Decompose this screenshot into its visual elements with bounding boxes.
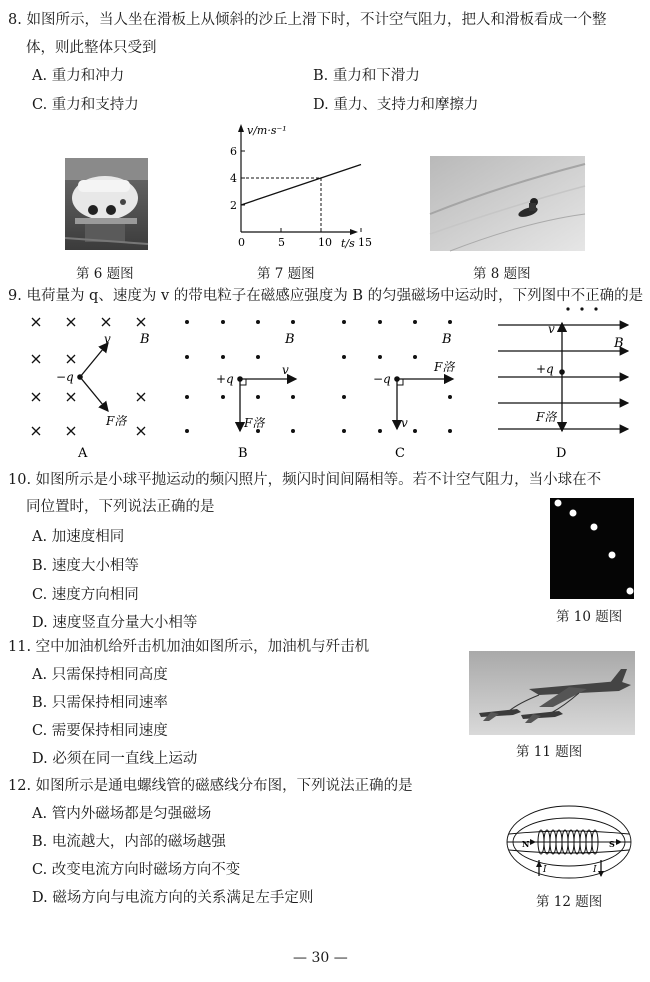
velocity-label: v bbox=[282, 363, 289, 377]
velocity-time-graph bbox=[222, 120, 372, 255]
q8-option-a: A. 重力和冲力 bbox=[32, 68, 125, 84]
x-tick-label: 10 bbox=[318, 236, 332, 249]
x-tick-label: 0 bbox=[238, 236, 245, 249]
ellipsis-dots bbox=[566, 307, 597, 310]
q8-option-d: D. 重力、支持力和摩擦力 bbox=[313, 97, 479, 113]
field-label: B bbox=[442, 332, 452, 347]
fig8-caption: 第 8 题图 bbox=[473, 266, 531, 282]
field-label: B bbox=[614, 336, 624, 351]
q9-diagram-a bbox=[22, 313, 162, 461]
velocity-label: v bbox=[548, 322, 555, 336]
y-tick-label: 2 bbox=[230, 199, 237, 212]
field-label: B bbox=[140, 332, 150, 347]
y-tick-label: 4 bbox=[230, 172, 237, 185]
point-guide-dashed bbox=[241, 178, 321, 232]
velocity-label: v bbox=[401, 416, 408, 430]
y-axis-label: v/m·s⁻¹ bbox=[247, 124, 287, 137]
diagram-label: D bbox=[556, 446, 567, 461]
q10-stem-line2: 同位置时，下列说法正确的是 bbox=[26, 499, 215, 515]
q12-option-d: D. 磁场方向与电流方向的关系满足左手定则 bbox=[32, 890, 314, 906]
ball-position-5 bbox=[627, 588, 634, 595]
page-number: — 30 — bbox=[293, 950, 348, 966]
field-label: B bbox=[285, 332, 295, 347]
x-tick-label: 15 bbox=[358, 236, 372, 249]
field-crosses bbox=[32, 318, 145, 435]
ball-position-3 bbox=[591, 524, 598, 531]
q10-stem-line1: 10. 如图所示是小球平抛运动的频闪照片，频闪时间间隔相等。若不计空气阻力，当小球在不 bbox=[8, 472, 602, 488]
q11-stem: 11. 空中加油机给歼击机加油如图所示，加油机与歼击机 bbox=[8, 639, 370, 655]
q9-diagram-d bbox=[490, 305, 635, 461]
fig6-caption: 第 6 题图 bbox=[76, 266, 134, 282]
y-axis-arrow bbox=[238, 124, 244, 132]
submersible-photo bbox=[65, 158, 148, 250]
sand-dune-photo bbox=[430, 156, 585, 251]
q8-stem-line2: 体，则此整体只受到 bbox=[26, 40, 157, 56]
q10-option-c: C. 速度方向相同 bbox=[32, 587, 139, 603]
fig10-caption: 第 10 题图 bbox=[556, 609, 623, 625]
q10-option-a: A. 加速度相同 bbox=[32, 529, 125, 545]
charge-label: −q bbox=[373, 372, 391, 386]
charge-label: −q bbox=[56, 370, 74, 384]
x-tick-label: 5 bbox=[278, 236, 285, 249]
force-label: F洛 bbox=[434, 360, 455, 374]
fig7-caption: 第 7 题图 bbox=[257, 266, 315, 282]
charge-label: +q bbox=[216, 372, 234, 386]
q9-diagram-c bbox=[335, 313, 470, 461]
current-label-left: I bbox=[543, 865, 547, 875]
current-label-right: I bbox=[593, 865, 597, 875]
q12-option-b: B. 电流越大，内部的磁场越强 bbox=[32, 834, 226, 850]
graph-axes bbox=[238, 124, 358, 235]
q12-option-c: C. 改变电流方向时磁场方向不变 bbox=[32, 862, 241, 878]
x-axis-label: t/s bbox=[341, 237, 355, 250]
force-label: F洛 bbox=[536, 410, 557, 424]
diagram-label: C bbox=[395, 446, 405, 461]
q11-option-d: D. 必须在同一直线上运动 bbox=[32, 751, 198, 767]
force-arrow bbox=[80, 377, 108, 411]
ball-position-2 bbox=[570, 510, 577, 517]
velocity-arrow bbox=[80, 343, 108, 377]
refueling-photo bbox=[469, 651, 635, 735]
q11-option-c: C. 需要保持相同速度 bbox=[32, 723, 168, 739]
force-label: F洛 bbox=[106, 414, 127, 428]
ball-position-4 bbox=[609, 552, 616, 559]
fig11-caption: 第 11 题图 bbox=[516, 744, 583, 760]
q8-option-c: C. 重力和支持力 bbox=[32, 97, 139, 113]
q10-option-d: D. 速度竖直分量大小相等 bbox=[32, 615, 198, 631]
diagram-label: A bbox=[78, 446, 88, 461]
q9-diagram-b bbox=[178, 313, 313, 461]
diagram-label: B bbox=[238, 446, 248, 461]
q10-option-b: B. 速度大小相等 bbox=[32, 558, 139, 574]
q11-option-a: A. 只需保持相同高度 bbox=[32, 667, 168, 683]
q12-option-a: A. 管内外磁场都是匀强磁场 bbox=[32, 806, 212, 822]
force-label: F洛 bbox=[244, 416, 265, 430]
q8-stem-line1: 8. 如图所示，当人坐在滑板上从倾斜的沙丘上滑下时，不计空气阻力，把人和滑板看成一个整 bbox=[8, 12, 607, 28]
ball-position-1 bbox=[555, 500, 562, 507]
y-tick-label: 6 bbox=[230, 145, 237, 158]
charge-label: +q bbox=[536, 362, 554, 376]
x-axis-arrow bbox=[350, 229, 358, 235]
field-lines bbox=[498, 325, 628, 429]
fig12-caption: 第 12 题图 bbox=[536, 894, 603, 910]
solenoid-diagram bbox=[505, 802, 633, 886]
q11-option-b: B. 只需保持相同速率 bbox=[32, 695, 168, 711]
q8-option-b: B. 重力和下滑力 bbox=[313, 68, 420, 84]
q12-stem: 12. 如图所示是通电螺线管的磁感线分布图，下列说法正确的是 bbox=[8, 778, 413, 794]
strobe-photo bbox=[550, 498, 634, 599]
velocity-label: v bbox=[104, 332, 111, 346]
pole-n-label: N bbox=[522, 839, 530, 849]
pole-s-label: S bbox=[609, 839, 615, 849]
velocity-line bbox=[241, 165, 361, 206]
q9-stem: 9. 电荷量为 q、速度为 v 的带电粒子在磁感应强度为 B 的匀强磁场中运动时，下列图中不正确的是 bbox=[8, 288, 644, 304]
